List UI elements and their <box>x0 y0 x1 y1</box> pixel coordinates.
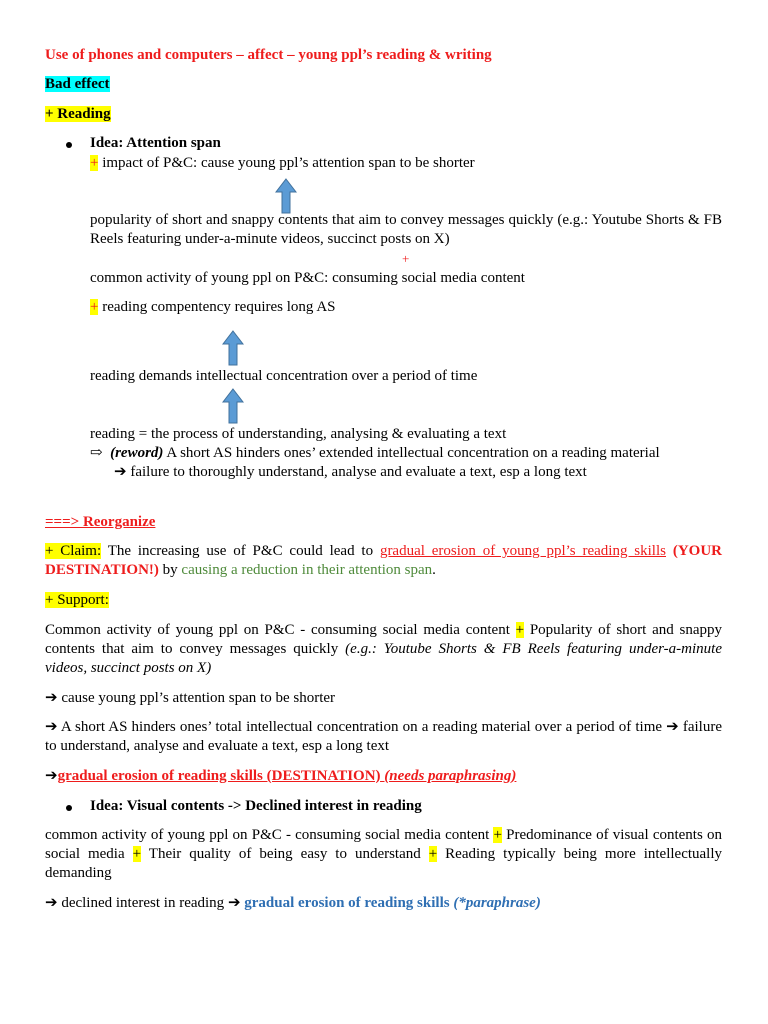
idea-2-note: (*paraphrase) <box>449 895 541 911</box>
idea-2-paragraph-2: ➔ declined interest in reading ➔ gradual erosion of reading skills (*paraphrase) <box>45 895 541 911</box>
open-arrow-icon: ⇨ <box>90 445 103 461</box>
claim-paragraph: + Claim: The increasing use of P&C could lead to gradual erosion of young ppl’s reading skills (YOUR DESTINATION!) by causing a reduction in their attention span. <box>45 543 722 578</box>
plus-marker: + <box>90 155 99 171</box>
claim-tag: (YOUR DESTINATION!) <box>45 543 722 578</box>
bullet-idea-2 <box>66 805 72 811</box>
right-arrow-icon: ➔ <box>45 768 58 784</box>
idea-1-competency: + reading compentency requires long AS <box>90 299 336 315</box>
right-arrow-icon: ➔ <box>227 895 241 911</box>
up-arrow-icon <box>275 178 297 214</box>
idea-1-definition: reading = the process of understanding, analysing & evaluating a text <box>90 426 507 442</box>
claim-destination: gradual erosion of young ppl’s reading skills <box>379 543 666 559</box>
right-arrow-icon: ➔ <box>114 464 127 480</box>
bad-effect-heading <box>45 75 722 94</box>
bad-effect-label: Bad effect <box>45 76 110 92</box>
plus-marker: + <box>132 846 142 862</box>
destination-text: gradual erosion of reading skills (DESTINATION) <box>57 768 381 784</box>
idea-1-popularity: popularity of short and snappy contents that aim to convey messages quickly (e.g.: Youtube Shorts & FB Reels featuring under-a-minute videos, succinct posts on X) <box>90 212 722 247</box>
reading-label: + Reading <box>45 106 111 122</box>
idea-1-failure: ➔ failure to thoroughly understand, analyse and evaluate a text, esp a long text <box>114 464 587 480</box>
plus-marker: + <box>428 846 438 862</box>
right-arrow-icon: ➔ <box>45 690 58 706</box>
plus-marker: + <box>90 299 99 315</box>
support-paragraph-4 <box>45 767 722 786</box>
bullet-idea-1 <box>66 142 72 148</box>
support-paragraph-3: ➔ A short AS hinders ones’ total intellectual concentration on a reading material over a period of time ➔ failure to understand, analyse and evaluate a text, esp a long text <box>45 719 723 754</box>
support-label: + Support: <box>45 592 109 608</box>
right-arrow-icon: ➔ <box>45 895 58 911</box>
idea-1-impact: + impact of P&C: cause young ppl’s attention span to be shorter <box>90 155 475 171</box>
idea-1-demands: reading demands intellectual concentration over a period of time <box>90 368 478 384</box>
idea-2-label: Idea: Visual contents -> Declined interest in reading <box>90 798 422 814</box>
destination-note: (needs paraphrasing) <box>380 768 517 784</box>
idea-1-label: Idea: Attention span <box>90 135 221 151</box>
plus-marker: + <box>515 622 525 638</box>
reorganize-heading: ===> Reorganize <box>45 514 156 530</box>
up-arrow-icon <box>222 330 244 366</box>
idea-1-common-activity: common activity of young ppl on P&C: consuming social media content <box>90 270 525 286</box>
small-plus-marker: + <box>402 251 410 266</box>
claim-label: + Claim: <box>45 543 102 559</box>
idea-1-reword: ⇨ (reword) A short AS hinders ones’ extended intellectual concentration on a reading material <box>90 445 660 461</box>
support-paragraph-2: ➔ cause young ppl’s attention span to be shorter <box>45 690 336 706</box>
reading-heading <box>45 105 722 124</box>
right-arrow-icon: ➔ <box>45 719 58 735</box>
document-title: Use of phones and computers – affect – young ppl’s reading & writing <box>45 47 492 63</box>
idea-2-destination: gradual erosion of reading skills <box>240 895 450 911</box>
support-paragraph-1: Common activity of young ppl on P&C - consuming social media content + Popularity of short and snappy contents that aim to convey messages quickly (e.g.: Youtube Shorts & FB Reels featuring under-a-minute videos, succinct posts on X) <box>45 622 722 676</box>
plus-marker: + <box>493 827 502 843</box>
up-arrow-icon <box>222 388 244 424</box>
claim-means: causing a reduction in their attention span <box>181 562 433 578</box>
idea-2-paragraph-1: common activity of young ppl on P&C - consuming social media content + Predominance of visual contents on social media + Their quality of being easy to understand + Reading typically being more intellectually demanding <box>45 827 723 881</box>
support-heading <box>45 591 722 610</box>
right-arrow-icon: ➔ <box>666 719 679 735</box>
